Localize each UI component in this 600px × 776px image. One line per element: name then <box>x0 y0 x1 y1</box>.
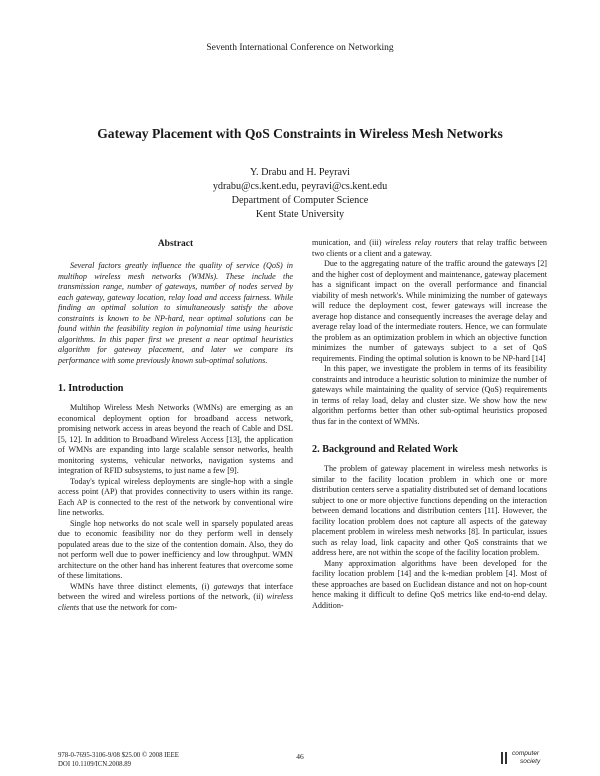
author-department: Department of Computer Science <box>231 195 369 206</box>
abstract-heading: Abstract <box>157 239 194 249</box>
logo-mark-icon <box>500 751 510 765</box>
background-heading: 2. Background and Related Work <box>312 444 458 455</box>
footer-isbn: 978-0-7695-3106-9/08 $25.00 © 2008 IEEE <box>58 752 179 759</box>
intro-paragraph-5: Due to the aggregating nature of the traffic around the gateways [2] and the higher cost of deployment and maintenance, gateway placement has a significant impact on the overall performance and financial viability of mesh network's. While minimizing the number of gateways will reduce the deployment cost, fewer gateways will increase the average hop distance and consequently increases the average delay and average relay load of the intermediate routers. Hence, we can formulate the problem as an optimization problem in which an objective function minimizes the number of gateways subject to a set of QoS requirements. Finding the optimal solution is known to be NP-hard [14] <box>312 259 547 363</box>
term-gateways: gateways <box>213 581 244 591</box>
intro-paragraph-1: Multihop Wireless Mesh Networks (WMNs) are emerging as an economical deployment option for broadband access network, promising network access in areas beyond the reach of Cable and DSL [5, 12]. In addition to Broadband Wireless Access [13], the application of WMNs are expanding into large scalable sensor networks, health monitoring systems, vehicular networks, navigation systems and integration of RFID subsystems, to just name a few [9]. <box>58 403 293 475</box>
author-names: Y. Drabu and H. Peyravi <box>250 167 350 178</box>
term-wireless-relay-routers: wireless relay routers <box>384 238 458 247</box>
intro-paragraph-3: Single hop networks do not scale well in sparsely populated areas due to economic feasibility nor do they perform well in densely populated areas due to the size of the contention domain. Also, they do not perform well due to power inefficiency and low throughput. WMN architecture on the other hand has inherent features that overcome some of these limitations. <box>58 518 293 580</box>
author-university: Kent State University <box>255 209 345 220</box>
intro-cont-part-a: munication, and (iii) <box>312 238 385 247</box>
intro-heading: 1. Introduction <box>58 383 124 394</box>
intro-paragraph-6: In this paper, we investigate the problem in terms of its feasibility constraints and introduce a heuristic solution to minimize the number of gateways while maintaining the quality of service (QoS) requirements in terms of relay load, delay and cluster size. We show how the new algorithm performs better than other sub-optimal heuristics proposed thus far in the context of WMNs. <box>312 364 547 426</box>
footer-doi: DOI 10.1109/ICN.2008.89 <box>58 760 131 768</box>
intro-cont-part-c: that relay traffic between two clients or a client and a gateway. <box>312 238 547 258</box>
right-column <box>312 238 547 611</box>
background-paragraph-1: The problem of gateway placement in wireless mesh networks is similar to the facility location problem in which one or more distribution centers serve a spatiality distributed set of demand locations subject to one or more objective functions depending on the interaction between demand locations and distribution centers [11]. However, the facility location problem does not capture all aspects of the gateway placement problem in wireless mesh networks [8]. In particular, issues such as relay load, link capacity and other QoS constraints that we address here, are not within the scope of the facility location problem. <box>312 464 547 557</box>
author-block <box>0 166 600 222</box>
background-paragraph-2: Many approximation algorithms have been developed for the facility location problem [14] and the k-median problem [4]. Most of these approaches are based on Euclidean distance and not on hop-count hence making it difficult to define QoS metrics like end-to-end delay. Addition- <box>312 558 547 610</box>
term-wireless-clients: wireless clients <box>58 592 293 612</box>
conference-header: Seventh International Conference on Networking <box>206 43 394 53</box>
abstract-text: Several factors greatly influence the quality of service (QoS) in multihop wireless mesh networks (WMNs). These include the transmission range, number of gateways, number of nodes served by each gateway, gateway location, relay load and access fairness. While finding an optimal solution to simultaneously satisfy the above constraints is known to be NP-hard, near optimal solutions can be found within the feasibility region in polynomial time using heuristic algorithms. In this paper first we present a near optimal heuristics algorithm for gateway placement, and later we compare its performance with some previously known sub-optimal solutions. <box>58 261 293 365</box>
computer-society-logo <box>500 748 560 770</box>
page-number: 46 <box>296 752 304 761</box>
intro-paragraph-4 <box>58 582 293 614</box>
intro-p4-part-c: that interface between the wired and wireless portions of the network, (ii) <box>58 581 293 601</box>
author-emails: ydrabu@cs.kent.edu, peyravi@cs.kent.edu <box>212 181 388 192</box>
paper-title: Gateway Placement with QoS Constraints in Wireless Mesh Networks <box>97 126 503 141</box>
logo-text-society: society <box>520 758 541 765</box>
left-column <box>58 238 293 613</box>
intro-continuation <box>312 238 547 259</box>
intro-p4-part-e: that use the network for com- <box>79 602 178 612</box>
logo-text-computer: computer <box>512 750 540 757</box>
intro-paragraph-2: Today's typical wireless deployments are single-hop with a single access point (AP) that provides connectivity to users within its range. Each AP is connected to the rest of the network by conventional wire line networks. <box>58 476 293 517</box>
intro-p4-part-a: WMNs have three distinct elements, (i) <box>70 581 214 591</box>
